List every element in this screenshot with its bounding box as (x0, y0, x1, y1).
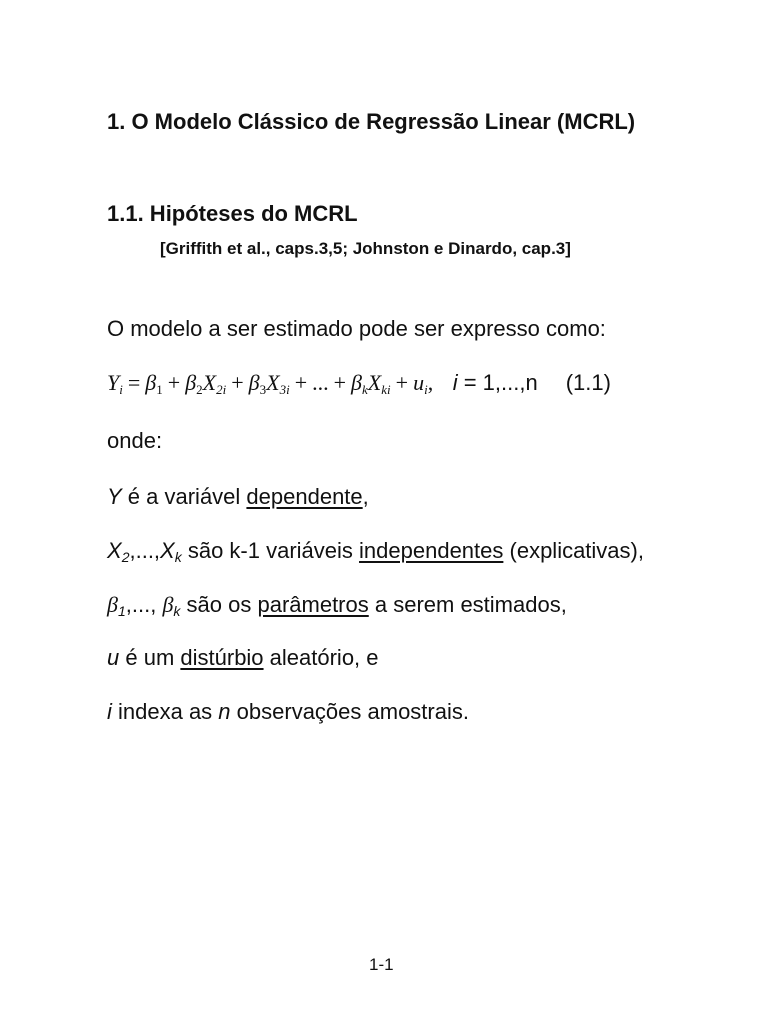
eq-xk: X (367, 370, 382, 395)
equation-number: (1.1) (565, 370, 611, 395)
eq-x2-sub: 2i (216, 382, 227, 397)
eq-beta1-sub: 1 (156, 382, 163, 397)
item-beta-post: a serem estimados, (368, 592, 567, 617)
item-x-term: independentes (359, 538, 504, 563)
eq-plus-1: + (167, 370, 181, 395)
item-disturbance (107, 645, 379, 671)
regression-equation (107, 370, 611, 396)
eq-beta2-sub: 2 (196, 382, 203, 397)
item-beta-pre: são os (180, 592, 258, 617)
item-x-symbol-b: X (160, 538, 175, 563)
eq-y: Y (107, 370, 120, 395)
eq-u-sub: i (424, 382, 428, 397)
item-i-pre: indexa as (111, 699, 219, 724)
item-x-mid: ,..., (129, 538, 161, 563)
item-index (107, 699, 469, 725)
item-i-post: observações amostrais. (230, 699, 469, 724)
item-beta-mid: ,..., (125, 592, 163, 617)
item-i-n: n (218, 699, 231, 724)
item-i-symbol: i (107, 699, 112, 724)
intro-text: O modelo a ser estimado pode ser expresso como: (107, 316, 606, 341)
eq-dots: ... (312, 370, 329, 395)
eq-beta3: β (248, 370, 260, 395)
eq-xk-sub: ki (381, 382, 391, 397)
eq-index-range: = 1,...,n (457, 370, 538, 395)
item-x-sub-b: k (174, 549, 182, 565)
item-x-pre: são k-1 variáveis (181, 538, 360, 563)
item-x-symbol-a: X (107, 538, 122, 563)
eq-y-sub: i (119, 382, 123, 397)
eq-plus-2: + (231, 370, 244, 395)
eq-beta1: β (145, 370, 157, 395)
eq-betak-sub: k (362, 382, 368, 397)
page-number: 1-1 (369, 955, 394, 974)
item-independent (107, 538, 644, 564)
eq-beta2: β (185, 370, 197, 395)
eq-x3: X (266, 370, 280, 395)
item-beta-symbol-a: β (107, 592, 118, 617)
reference-note: [Griffith et al., caps.3,5; Johnston e Dinardo, cap.3] (160, 239, 571, 258)
eq-index-var: i (452, 370, 458, 395)
eq-comma: , (427, 370, 434, 395)
item-beta-sub-b: k (173, 603, 181, 619)
item-dependent (107, 484, 369, 510)
item-y-post: , (362, 484, 369, 509)
item-x-sub-a: 2 (121, 549, 130, 565)
eq-betak: β (351, 370, 363, 395)
item-u-symbol: u (107, 645, 120, 670)
item-u-pre: é um (119, 645, 181, 670)
subsection-heading: 1.1. Hipóteses do MCRL (107, 201, 358, 226)
eq-equals: = (127, 370, 141, 395)
item-u-post: aleatório, e (263, 645, 379, 670)
item-x-post: (explicativas), (503, 538, 644, 563)
item-parameters (107, 592, 567, 618)
eq-u: u (413, 370, 425, 395)
item-y-pre: é a variável (121, 484, 247, 509)
eq-plus-3: + (294, 370, 308, 395)
eq-beta3-sub: 3 (259, 382, 267, 397)
item-y-term: dependente (246, 484, 363, 509)
section-heading: 1. O Modelo Clássico de Regressão Linear (MCRL) (107, 109, 636, 134)
item-beta-term: parâmetros (257, 592, 369, 617)
eq-plus-4: + (333, 370, 347, 395)
item-u-term: distúrbio (180, 645, 264, 670)
eq-x3-sub: 3i (279, 382, 290, 397)
eq-x2: X (202, 370, 217, 395)
item-y-symbol: Y (107, 484, 122, 509)
item-beta-sub-a: 1 (117, 603, 126, 619)
eq-plus-5: + (395, 370, 409, 395)
onde-text: onde: (107, 428, 163, 453)
item-beta-symbol-b: β (162, 592, 174, 617)
